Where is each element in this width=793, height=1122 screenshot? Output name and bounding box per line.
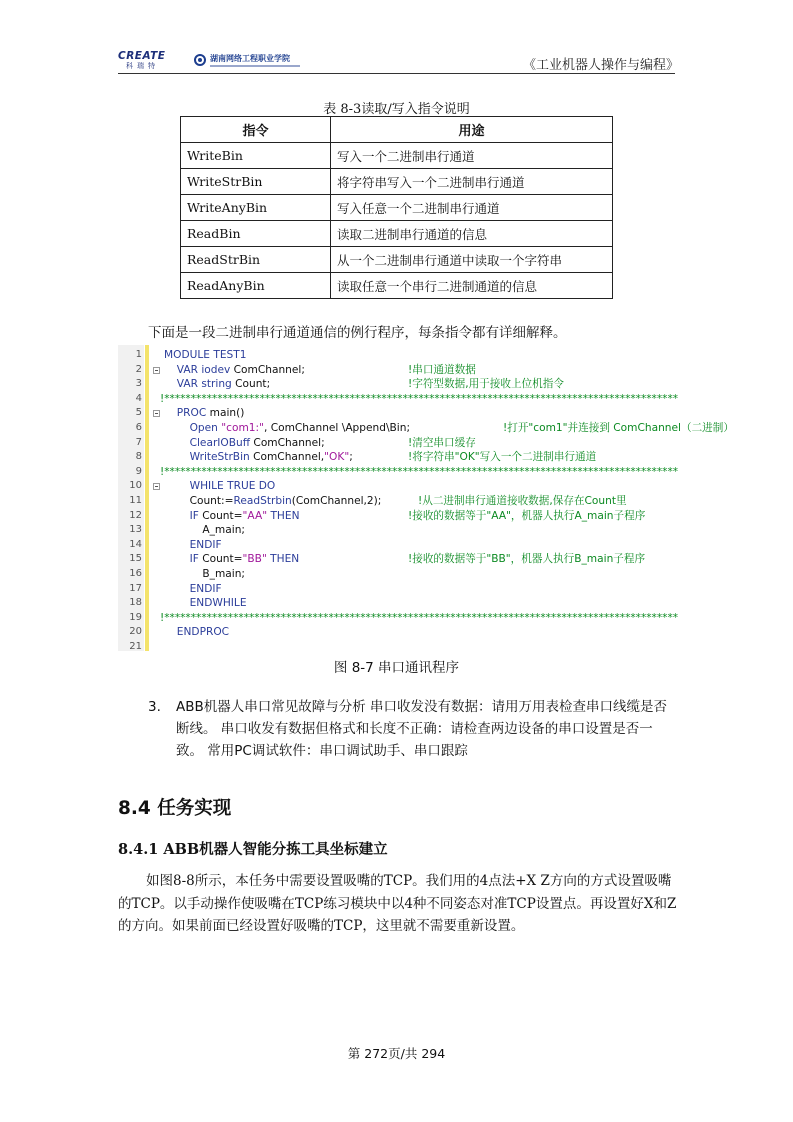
page-number: 第 272页/共 294 bbox=[347, 1046, 446, 1061]
code-token: ; bbox=[349, 451, 353, 464]
code-token: PROC bbox=[176, 407, 210, 420]
line-number: 14 bbox=[129, 538, 142, 550]
code-token: VAR string bbox=[176, 378, 236, 391]
logo-sub: 科瑞特 bbox=[126, 62, 159, 70]
code-source bbox=[177, 377, 270, 392]
code-token: THEN bbox=[266, 553, 300, 566]
list-item-3 bbox=[148, 696, 668, 762]
header-divider bbox=[118, 73, 675, 74]
line-number: 13 bbox=[129, 524, 142, 536]
code-token: !************************************************************************************************* bbox=[160, 611, 679, 624]
code-token: !************************************************************************************************* bbox=[160, 465, 679, 478]
usage-cell: 写入任意一个二进制串行通道 bbox=[331, 195, 613, 221]
line-number: 12 bbox=[129, 509, 142, 521]
instruction-cell: ReadStrBin bbox=[181, 247, 331, 273]
instruction-cell: WriteStrBin bbox=[181, 169, 331, 195]
code-token: IF bbox=[189, 509, 203, 522]
code-line bbox=[118, 523, 732, 538]
code-line bbox=[118, 625, 732, 640]
body-paragraph: 如图8-8所示，本任务中需要设置吸嘴的TCP。我们用的4点法+X Z方向的方式设置吸嘴的TCP。以手动操作使吸嘴在TCP练习模块中以4种不同姿态对准TCP设置点。再设置好X和Z的方向。如果前面已经设置好吸嘴的TCP，这里就不需要重新设置。 bbox=[118, 873, 677, 934]
subsection-heading: 8.4.1 ABB机器人智能分拣工具坐标建立 bbox=[118, 841, 388, 858]
code-source bbox=[160, 392, 678, 407]
school-name: 湖南网络工程职业学院 bbox=[210, 54, 290, 63]
table-row bbox=[181, 169, 613, 195]
code-comment: !将字符串"OK"写入一个二进制串行通道 bbox=[408, 451, 597, 464]
code-source bbox=[190, 421, 410, 436]
instruction-cell: ReadAnyBin bbox=[181, 273, 331, 299]
code-token: MODULE TEST1 bbox=[164, 349, 247, 361]
code-token: Open bbox=[189, 422, 222, 434]
code-source bbox=[164, 348, 246, 363]
fold-toggle-icon[interactable] bbox=[153, 483, 160, 490]
line-number: 15 bbox=[129, 553, 142, 565]
code-source bbox=[190, 450, 353, 465]
line-number: 9 bbox=[135, 465, 142, 477]
instruction-cell: WriteBin bbox=[181, 143, 331, 169]
code-comment: !从二进制串行通道接收数据,保存在Count里 bbox=[418, 495, 627, 507]
code-token: "com1:" bbox=[221, 422, 264, 434]
line-number: 17 bbox=[129, 582, 142, 594]
line-number: 7 bbox=[135, 436, 142, 448]
code-token: "AA" bbox=[242, 509, 268, 522]
code-source bbox=[177, 363, 305, 378]
code-token: A_main; bbox=[202, 524, 245, 537]
code-line bbox=[118, 479, 732, 494]
code-token: ComChannel; bbox=[233, 363, 305, 376]
code-line bbox=[118, 582, 732, 597]
list-text: ABB机器人串口常见故障与分析 串口收发没有数据：请用万用表检查串口线缆是否断线。 串口收发有数据但格式和长度不正确：请检查两边设备的串口设置是否一致。 常用PC调试软件：串口调试助手、串口跟踪 bbox=[176, 699, 668, 759]
code-token: Count= bbox=[202, 509, 243, 522]
code-token: ENDIF bbox=[189, 582, 222, 595]
code-line bbox=[118, 611, 732, 626]
fold-toggle-icon[interactable] bbox=[153, 410, 160, 417]
book-title: 《工业机器人操作与编程》 bbox=[522, 58, 679, 73]
line-number: 20 bbox=[129, 626, 142, 638]
code-listing bbox=[118, 345, 732, 651]
line-number: 21 bbox=[129, 641, 142, 652]
code-token: WriteStrBin bbox=[189, 451, 254, 464]
code-source bbox=[177, 406, 245, 421]
line-number: 6 bbox=[135, 422, 142, 433]
code-line bbox=[118, 494, 732, 509]
line-number: 2 bbox=[135, 363, 142, 375]
table-row bbox=[181, 273, 613, 299]
code-source bbox=[190, 582, 222, 597]
logo-mark: CREATE bbox=[118, 50, 166, 62]
code-comment: !字符型数据,用于接收上位机指令 bbox=[408, 378, 564, 391]
create-logo bbox=[118, 50, 180, 71]
code-line bbox=[118, 392, 732, 407]
line-number: 1 bbox=[135, 349, 142, 360]
school-seal-icon bbox=[194, 54, 206, 66]
code-token: (ComChannel,2); bbox=[291, 495, 382, 507]
code-source bbox=[202, 523, 245, 538]
code-token: ComChannel, bbox=[253, 451, 325, 464]
line-number: 3 bbox=[135, 378, 142, 390]
code-line bbox=[118, 421, 732, 436]
section-heading: 8.4 任务实现 bbox=[118, 798, 232, 819]
code-line bbox=[118, 363, 732, 378]
code-token: ENDIF bbox=[189, 538, 222, 551]
usage-cell: 读取任意一个串行二进制通道的信息 bbox=[331, 273, 613, 299]
code-token: main() bbox=[209, 407, 245, 420]
intro-text: 下面是一段二进制串行通道通信的例行程序，每条指令都有详细解释。 bbox=[148, 325, 567, 341]
code-line bbox=[118, 552, 732, 567]
code-source bbox=[190, 552, 300, 567]
line-number: 11 bbox=[129, 495, 142, 506]
code-token: WHILE TRUE DO bbox=[189, 480, 276, 493]
page-header bbox=[118, 50, 679, 74]
table-row bbox=[181, 247, 613, 273]
code-source bbox=[202, 567, 245, 582]
instruction-cell: ReadBin bbox=[181, 221, 331, 247]
table-header-cell: 指令 bbox=[181, 117, 331, 143]
code-line bbox=[118, 348, 732, 363]
code-token: ENDPROC bbox=[176, 626, 230, 639]
code-line bbox=[118, 377, 732, 392]
line-number: 8 bbox=[135, 451, 142, 463]
code-source bbox=[190, 494, 382, 509]
usage-cell: 将字符串写入一个二进制串行通道 bbox=[331, 169, 613, 195]
instruction-table bbox=[180, 116, 613, 299]
code-token: B_main; bbox=[202, 568, 245, 580]
code-token: Count= bbox=[202, 553, 243, 566]
code-token: THEN bbox=[267, 509, 300, 522]
table-header-row bbox=[181, 117, 613, 143]
instruction-cell: WriteAnyBin bbox=[181, 195, 331, 221]
table-row bbox=[181, 195, 613, 221]
code-comment: !串口通道数据 bbox=[408, 363, 476, 376]
code-source bbox=[190, 538, 222, 553]
school-english-line bbox=[210, 65, 300, 67]
list-number: 3. bbox=[148, 699, 161, 715]
code-line bbox=[118, 406, 732, 421]
fold-toggle-icon[interactable] bbox=[153, 367, 160, 374]
code-token: "OK" bbox=[324, 451, 350, 464]
code-source bbox=[160, 611, 678, 626]
code-token: VAR iodev bbox=[176, 363, 234, 376]
code-comment: !接收的数据等于"BB"，机器人执行B_main子程序 bbox=[408, 553, 646, 566]
school-logo bbox=[194, 53, 300, 67]
code-token: ClearIOBuff bbox=[189, 436, 254, 449]
line-number: 5 bbox=[135, 407, 142, 419]
code-source bbox=[190, 509, 300, 524]
figure-caption: 图 8-7 串口通讯程序 bbox=[333, 660, 460, 676]
code-line bbox=[118, 640, 732, 655]
code-token: !************************************************************************************************* bbox=[160, 392, 679, 405]
usage-cell: 读取二进制串行通道的信息 bbox=[331, 221, 613, 247]
code-token: ENDWHILE bbox=[189, 597, 247, 610]
table-caption: 表 8-3读取/写入指令说明 bbox=[323, 102, 470, 117]
code-source bbox=[190, 596, 247, 611]
code-line bbox=[118, 596, 732, 611]
code-token: ReadStrbin bbox=[233, 495, 292, 507]
code-line bbox=[118, 465, 732, 480]
code-token: Count; bbox=[235, 378, 271, 391]
code-token: ComChannel; bbox=[253, 436, 325, 449]
code-token: Count:= bbox=[189, 495, 234, 507]
line-number: 16 bbox=[129, 568, 142, 579]
line-number: 19 bbox=[129, 611, 142, 623]
code-comment: !清空串口缓存 bbox=[408, 436, 476, 449]
line-number: 4 bbox=[135, 392, 142, 404]
code-comment: !打开"com1"并连接到 ComChannel（二进制） bbox=[503, 422, 734, 434]
code-comment: !接收的数据等于"AA"，机器人执行A_main子程序 bbox=[408, 509, 646, 522]
code-line bbox=[118, 509, 732, 524]
table-header-cell: 用途 bbox=[331, 117, 613, 143]
code-line bbox=[118, 567, 732, 582]
code-token: , ComChannel \Append\Bin; bbox=[263, 422, 411, 434]
code-source bbox=[190, 436, 325, 451]
code-line bbox=[118, 538, 732, 553]
code-token: IF bbox=[189, 553, 203, 566]
line-number: 10 bbox=[129, 480, 142, 492]
usage-cell: 写入一个二进制串行通道 bbox=[331, 143, 613, 169]
code-source bbox=[160, 465, 678, 480]
code-line bbox=[118, 450, 732, 465]
table-row bbox=[181, 221, 613, 247]
code-source bbox=[190, 479, 276, 494]
code-line bbox=[118, 436, 732, 451]
line-number: 18 bbox=[129, 597, 142, 609]
usage-cell: 从一个二进制串行通道中读取一个字符串 bbox=[331, 247, 613, 273]
code-token: "BB" bbox=[242, 553, 267, 566]
code-source bbox=[177, 625, 229, 640]
table-row bbox=[181, 143, 613, 169]
